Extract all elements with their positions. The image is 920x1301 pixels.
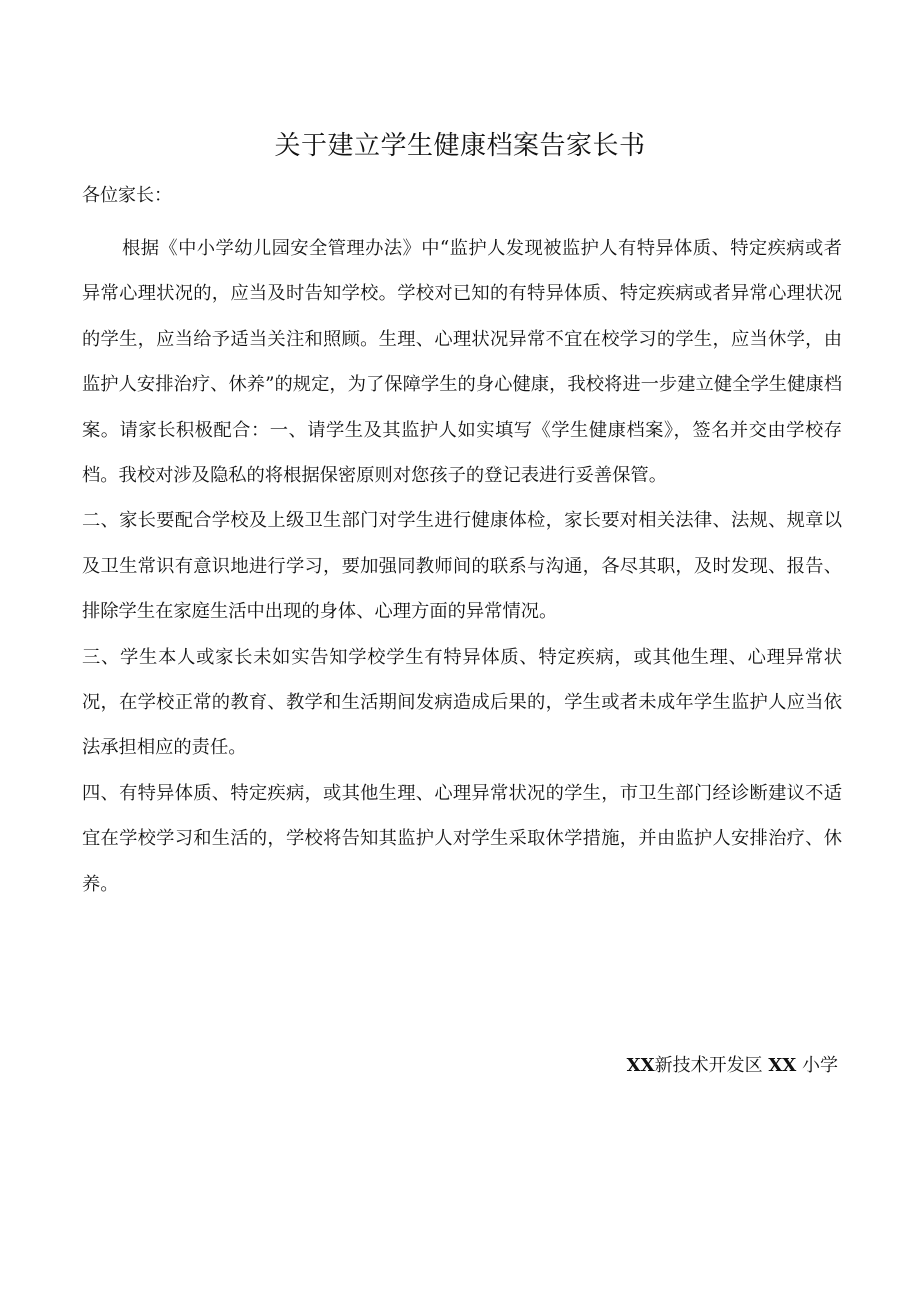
- signature-code: XX: [768, 1055, 797, 1076]
- paragraph-4: 四、有特异体质、特定疾病，或其他生理、心理异常状况的学生，市卫生部门经诊断建议不适宜在学校学习和生活的，学校将告知其监护人对学生采取休学措施，并由监护人安排治疗、休养。: [82, 782, 842, 895]
- salutation: 各位家长：: [82, 185, 172, 206]
- document-title: 关于建立学生健康档案告家长书: [274, 131, 646, 161]
- signature-suffix: 小学: [802, 1055, 838, 1076]
- paragraph-2: 二、家长要配合学校及上级卫生部门对学生进行健康体检，家长要对相关法律、法规、规章以及卫生常识有意识地进行学习，要加强同教师间的联系与沟通，各尽其职，及时发现、报告、排除学生在家庭生活中出现的身体、心理方面的异常情况。: [82, 510, 842, 623]
- signature: [627, 1050, 838, 1082]
- paragraph-3: 三、学生本人或家长未如实告知学校学生有特异体质、特定疾病，或其他生理、心理异常状况，在学校正常的教育、教学和生活期间发病造成后果的，学生或者未成年学生监护人应当依法承担相应的责任。: [82, 646, 842, 759]
- signature-prefix: XX: [626, 1055, 655, 1076]
- signature-middle: 新技术开发区: [654, 1055, 763, 1076]
- document-body: [82, 226, 842, 907]
- paragraph-1: 根据《中小学幼儿园安全管理办法》中“监护人发现被监护人有特异体质、特定疾病或者异常心理状况的，应当及时告知学校。学校对已知的有特异体质、特定疾病或者异常心理状况的学生，应当给予适当关注和照顾。生理、心理状况异常不宜在校学习的学生，应当休学，由监护人安排治疗、休养”的规定，为了保障学生的身心健康，我校将进一步建立健全学生健康档案。请家长积极配合：一、请学生及其监护人如实填写《学生健康档案》，签名并交由学校存档。我校对涉及隐私的将根据保密原则对您孩子的登记表进行妥善保管。: [82, 238, 842, 487]
